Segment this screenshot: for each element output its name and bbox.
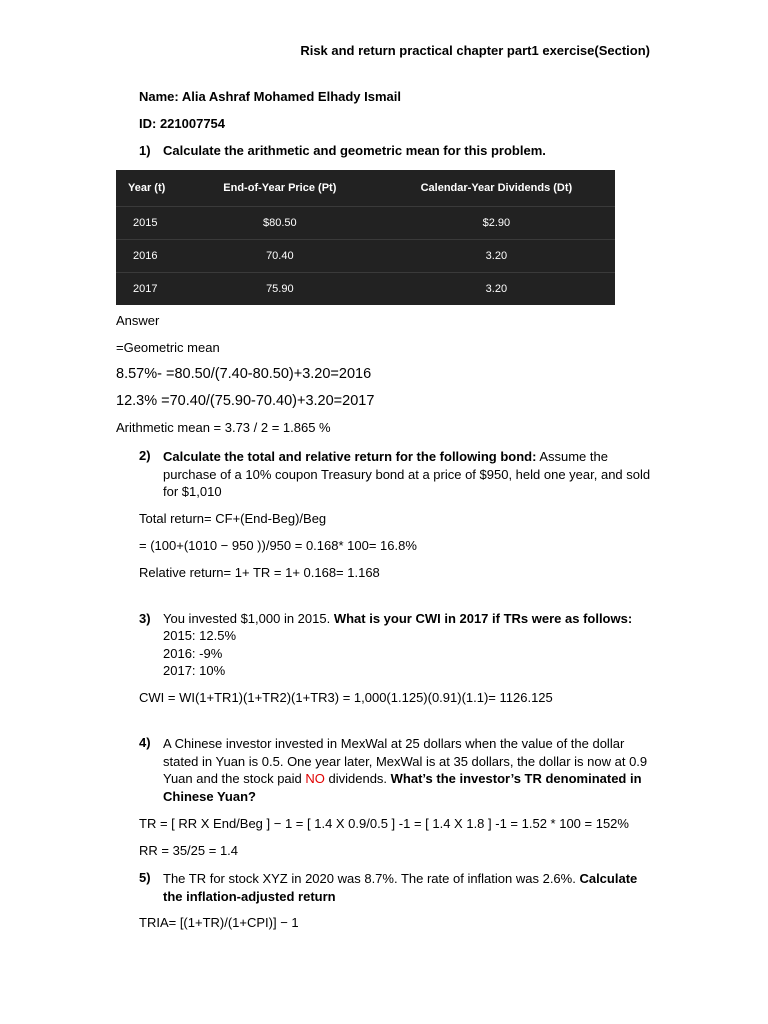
table-header-row (116, 170, 615, 207)
question-2-number: 2) (139, 448, 151, 463)
total-return-formula: Total return= CF+(End-Beg)/Beg (139, 511, 327, 526)
question-2-text: Assume the purchase of a 10% coupon Treasury bond at a price of $950, held one year, and sold for $1,010 (163, 449, 651, 499)
total-return-calc: = (100+(1010 − 950 ))/950 = 0.168* 100= 16.8% (139, 538, 417, 553)
table-row (116, 240, 615, 273)
table-cell: 3.20 (485, 250, 508, 262)
table-header-year: Year (t) (128, 182, 166, 194)
table-cell: 2017 (133, 283, 158, 295)
relative-return-calc: Relative return= 1+ TR = 1+ 0.168= 1.168 (139, 565, 380, 580)
question-3 (139, 611, 632, 627)
question-5 (139, 870, 659, 905)
table-cell: 2016 (133, 250, 158, 262)
question-5-bold-text: Calculate the inflation-adjusted return (163, 871, 638, 904)
tr-2016: 2016: -9% (163, 646, 223, 661)
calc-line-2016: 8.57%- =80.50/(7.40-80.50)+3.20=2016 (116, 366, 372, 382)
question-2-bold-text: Calculate the total and relative return for the following bond: (163, 449, 537, 464)
question-1-number: 1) (139, 143, 151, 158)
tr-2015: 2015: 12.5% (163, 628, 237, 643)
question-3-number: 3) (139, 611, 151, 626)
rr-calc: RR = 35/25 = 1.4 (139, 843, 239, 858)
question-4-text: A Chinese investor invested in MexWal at 25 dollars when the value of the dollar stated in Yuan is 0.5. One year later, MexWal is at 35 dollars, the dollar is now at 0.9 Yuan and the stock paid (163, 736, 648, 786)
question-1-text: Calculate the arithmetic and geometric mean for this problem. (163, 143, 546, 158)
calc-line-2017: 12.3% =70.40/(75.90-70.40)+3.20=2017 (116, 393, 375, 409)
question-2 (139, 448, 659, 501)
question-3-bold-text: What is your CWI in 2017 if TRs were as follows: (333, 611, 633, 626)
question-4-bold-text: What’s the investor’s TR denominated in Chinese Yuan? (163, 771, 642, 804)
tr-2017: 2017: 10% (163, 663, 226, 678)
question-5-number: 5) (139, 870, 151, 885)
tria-formula: TRIA= [(1+TR)/(1+CPI)] − 1 (139, 915, 299, 930)
price-dividend-table (116, 170, 615, 305)
student-name: Name: Alia Ashraf Mohamed Elhady Ismail (139, 89, 401, 104)
table-header-price: End-of-Year Price (Pt) (223, 182, 337, 194)
table-cell: 75.90 (266, 283, 294, 295)
table-cell: 70.40 (266, 250, 294, 262)
question-4-text-cont: dividends. (324, 771, 391, 786)
table-cell: 3.20 (485, 283, 508, 295)
question-5-text: The TR for stock XYZ in 2020 was 8.7%. The rate of inflation was 2.6%. (163, 871, 580, 886)
table-cell: $80.50 (263, 217, 297, 229)
question-4-number: 4) (139, 735, 151, 750)
arithmetic-mean: Arithmetic mean = 3.73 / 2 = 1.865 % (116, 420, 331, 435)
question-4 (139, 735, 659, 805)
table-cell: 2015 (133, 217, 158, 229)
table-header-dividends: Calendar-Year Dividends (Dt) (420, 182, 573, 194)
document-header: Risk and return practical chapter part1 exercise(Section) (300, 43, 650, 58)
answer-label: Answer (116, 313, 160, 328)
table-row (116, 207, 615, 240)
student-id: ID: 221007754 (139, 116, 226, 131)
question-1 (139, 143, 546, 159)
cwi-calc: CWI = WI(1+TR1)(1+TR2)(1+TR3) = 1,000(1.125)(0.91)(1.1)= 1126.125 (139, 690, 553, 705)
tr-yuan-calc: TR = [ RR X End/Beg ] − 1 = [ 1.4 X 0.9/0.5 ] -1 = [ 1.4 X 1.8 ] -1 = 1.52 * 100 = 152% (139, 816, 629, 831)
question-3-text: You invested $1,000 in 2015. (163, 611, 334, 626)
table-row (116, 273, 615, 306)
geometric-mean-label: =Geometric mean (116, 340, 220, 355)
table-cell: $2.90 (482, 217, 511, 229)
question-4-no-highlight: NO (305, 771, 325, 786)
